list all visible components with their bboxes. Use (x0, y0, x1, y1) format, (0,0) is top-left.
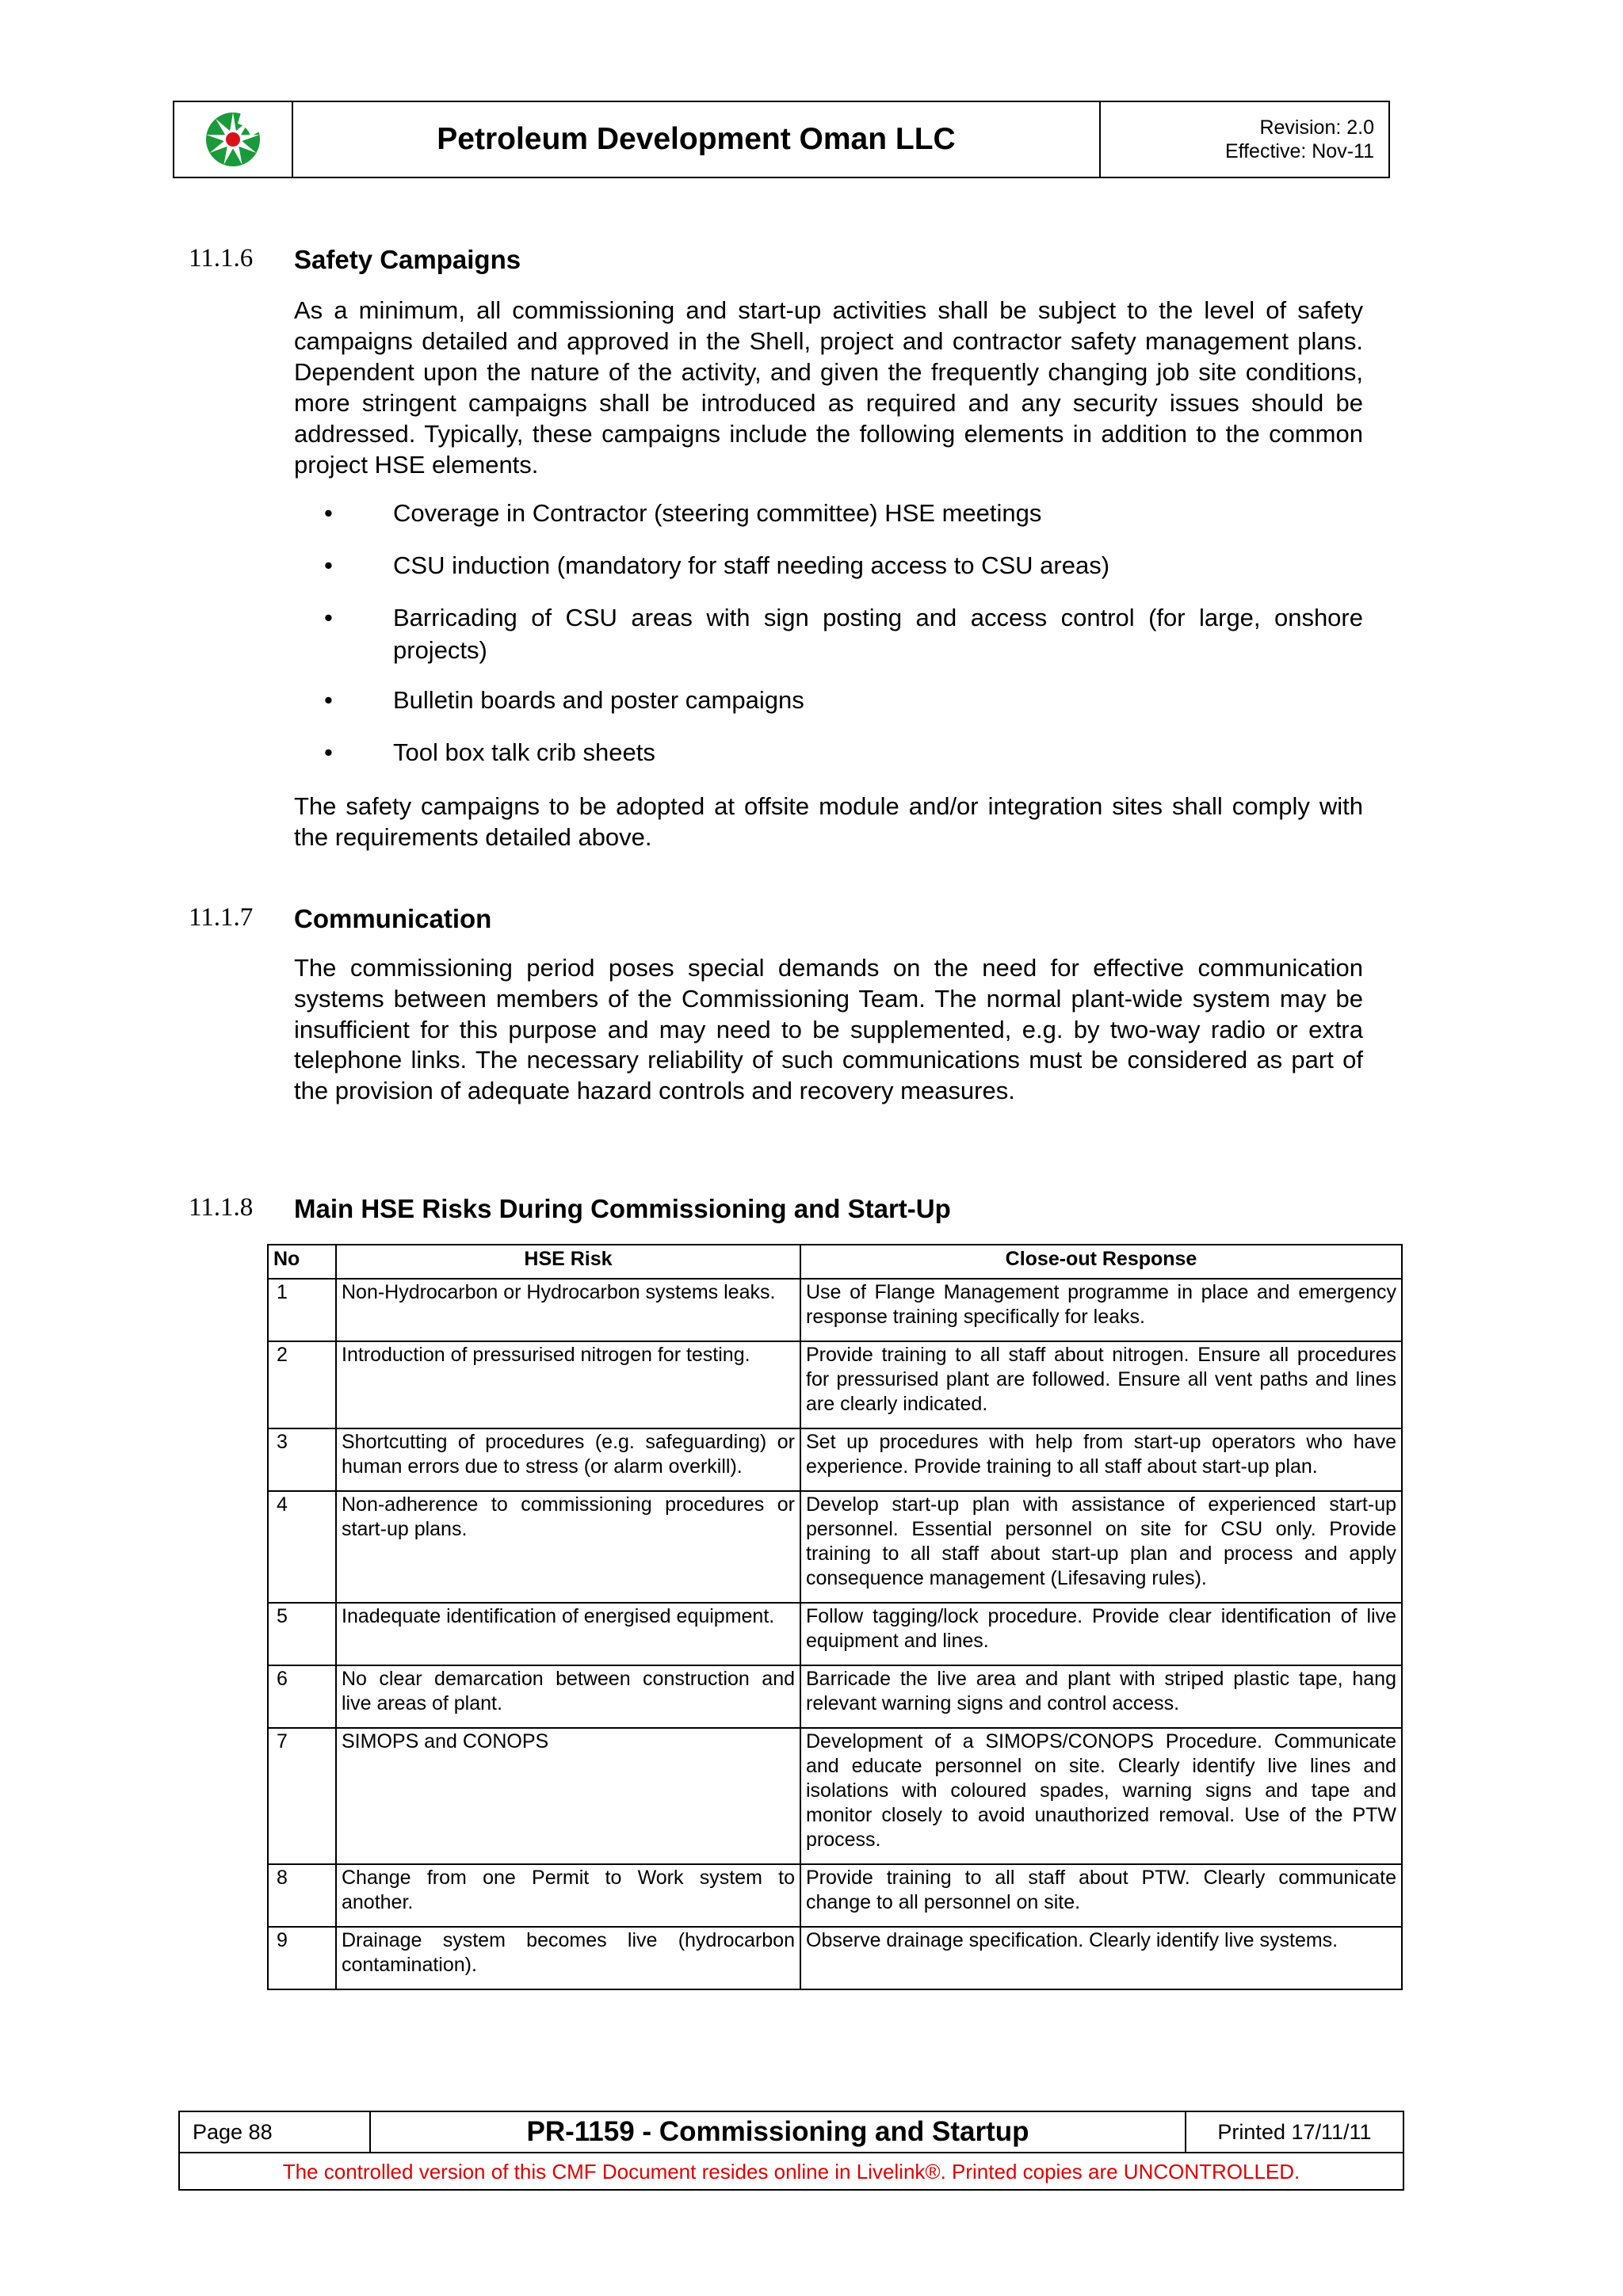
list-item-text: Tool box talk crib sheets (393, 738, 655, 766)
section-title: Main HSE Risks During Commissioning and Start-Up (294, 1194, 951, 1223)
company-name: Petroleum Development Oman LLC (293, 102, 1101, 177)
table-row (268, 1864, 1402, 1927)
effective-date: Effective: Nov-11 (1224, 140, 1374, 162)
response-cell: Develop start-up plan with assistance of experienced start-up personnel. Essential personnel on site for CSU only. Provide training to all staff about start-up plan and process and apply consequence management (Lifesaving rules). (800, 1491, 1402, 1603)
response-cell: Follow tagging/lock procedure. Provide clear identification of live equipment and lines. (800, 1603, 1402, 1665)
section-paragraph: As a minimum, all commissioning and start-up activities shall be subject to the level of safety campaigns detailed and approved in the Shell, project and contractor safety management plans. Dependent upon the nature of the activity, and given the frequently changing job site conditions, more stringent campaigns shall be introduced as required and any security issues should be addressed. Typically, these campaigns include the following elements in addition to the common project HSE elements. (294, 296, 1363, 479)
risk-cell: Inadequate identification of energised equipment. (336, 1603, 800, 1665)
revision-label: Revision: 2.0 (1259, 116, 1374, 139)
response-cell: Development of a SIMOPS/CONOPS Procedure. Communicate and educate personnel on site. Clearly identify live lines and isolations with coloured spades, warning signs and tape and monitor closely to avoid unauthorized removal. Use of the PTW process. (800, 1728, 1402, 1864)
row-number: 5 (268, 1603, 336, 1665)
row-number: 6 (268, 1665, 336, 1728)
page-header (173, 101, 1390, 178)
risk-cell: Non-adherence to commissioning procedures or start-up plans. (336, 1491, 800, 1603)
response-cell: Provide training to all staff about nitrogen. Ensure all procedures for pressurised plant are followed. Ensure all vent paths and lines are clearly indicated. (800, 1341, 1402, 1428)
controlled-copy-notice: The controlled version of this CMF Document resides online in Livelink®. Printed copies are UNCONTROLLED. (282, 2160, 1300, 2183)
page-footer (178, 2111, 1404, 2191)
risk-cell: SIMOPS and CONOPS (336, 1728, 800, 1864)
row-number: 2 (268, 1341, 336, 1428)
list-item-text: Coverage in Contractor (steering committee) HSE meetings (393, 499, 1042, 527)
table-row (268, 1665, 1402, 1728)
bullet-icon: • (324, 738, 333, 766)
risk-cell: Drainage system becomes live (hydrocarbon contamination). (336, 1927, 800, 1989)
column-header-no: No (268, 1245, 336, 1279)
document-title: PR-1159 - Commissioning and Startup (371, 2112, 1186, 2152)
section-number: 11.1.7 (189, 903, 254, 932)
risk-cell: Shortcutting of procedures (e.g. safeguarding) or human errors due to stress (or alarm overkill). (336, 1428, 800, 1491)
row-number: 7 (268, 1728, 336, 1864)
bullet-list (294, 497, 1363, 788)
bullet-icon: • (324, 551, 333, 579)
pdo-logo-icon (200, 110, 265, 169)
table-row (268, 1728, 1402, 1864)
column-header-response: Close-out Response (800, 1245, 1402, 1279)
list-item-text: Barricading of CSU areas with sign posting and access control (for large, onshore projects) (393, 604, 1363, 664)
risk-cell: Change from one Permit to Work system to another. (336, 1864, 800, 1927)
row-number: 4 (268, 1491, 336, 1603)
section-number: 11.1.6 (189, 244, 254, 273)
table-row (268, 1927, 1402, 1989)
table-row (268, 1491, 1402, 1603)
response-cell: Provide training to all staff about PTW. Clearly communicate change to all personnel on site. (800, 1864, 1402, 1927)
response-cell: Use of Flange Management programme in place and emergency response training specifically for leaks. (800, 1279, 1402, 1341)
footer-info-row (180, 2112, 1403, 2153)
section-title: Safety Campaigns (294, 245, 521, 274)
table-row (268, 1341, 1402, 1428)
hse-risk-table (267, 1244, 1403, 1990)
table-row (268, 1603, 1402, 1665)
response-cell: Observe drainage specification. Clearly identify live systems. (800, 1927, 1402, 1989)
section-title: Communication (294, 904, 492, 933)
list-item (294, 684, 1363, 716)
risk-cell: Introduction of pressurised nitrogen for testing. (336, 1341, 800, 1428)
page-number: Page 88 (180, 2112, 371, 2152)
list-item (294, 497, 1363, 529)
list-item-text: Bulletin boards and poster campaigns (393, 686, 804, 714)
response-cell: Barricade the live area and plant with striped plastic tape, hang relevant warning signs and control access. (800, 1665, 1402, 1728)
list-item-text: CSU induction (mandatory for staff needing access to CSU areas) (393, 551, 1110, 579)
section-number: 11.1.8 (189, 1193, 254, 1222)
list-item (294, 549, 1363, 582)
section-paragraph: The safety campaigns to be adopted at offsite module and/or integration sites shall comply with the requirements detailed above. (294, 792, 1363, 851)
printed-date: Printed 17/11/11 (1217, 2119, 1372, 2144)
section-paragraph: The commissioning period poses special demands on the need for effective communication systems between members of the Commissioning Team. The normal plant-wide system may be insufficient for this purpose and may need to be supplemented, e.g. by two-way radio or extra telephone links. The necessary reliability of such communications must be considered as part of the provision of adequate hazard controls and recovery measures. (294, 954, 1363, 1105)
row-number: 1 (268, 1279, 336, 1341)
row-number: 8 (268, 1864, 336, 1927)
response-cell: Set up procedures with help from start-up operators who have experience. Provide training to all staff about start-up plan. (800, 1428, 1402, 1491)
table-row (268, 1428, 1402, 1491)
logo-cell (174, 102, 293, 177)
revision-block (1101, 102, 1388, 177)
bullet-icon: • (324, 604, 333, 631)
table-header-row (268, 1245, 1402, 1279)
risk-cell: No clear demarcation between construction and live areas of plant. (336, 1665, 800, 1728)
bullet-icon: • (324, 499, 333, 527)
row-number: 9 (268, 1927, 336, 1989)
list-item (294, 601, 1363, 666)
table-row (268, 1279, 1402, 1341)
row-number: 3 (268, 1428, 336, 1491)
bullet-icon: • (324, 686, 333, 714)
risk-cell: Non-Hydrocarbon or Hydrocarbon systems leaks. (336, 1279, 800, 1341)
column-header-risk: HSE Risk (336, 1245, 800, 1279)
list-item (294, 736, 1363, 769)
